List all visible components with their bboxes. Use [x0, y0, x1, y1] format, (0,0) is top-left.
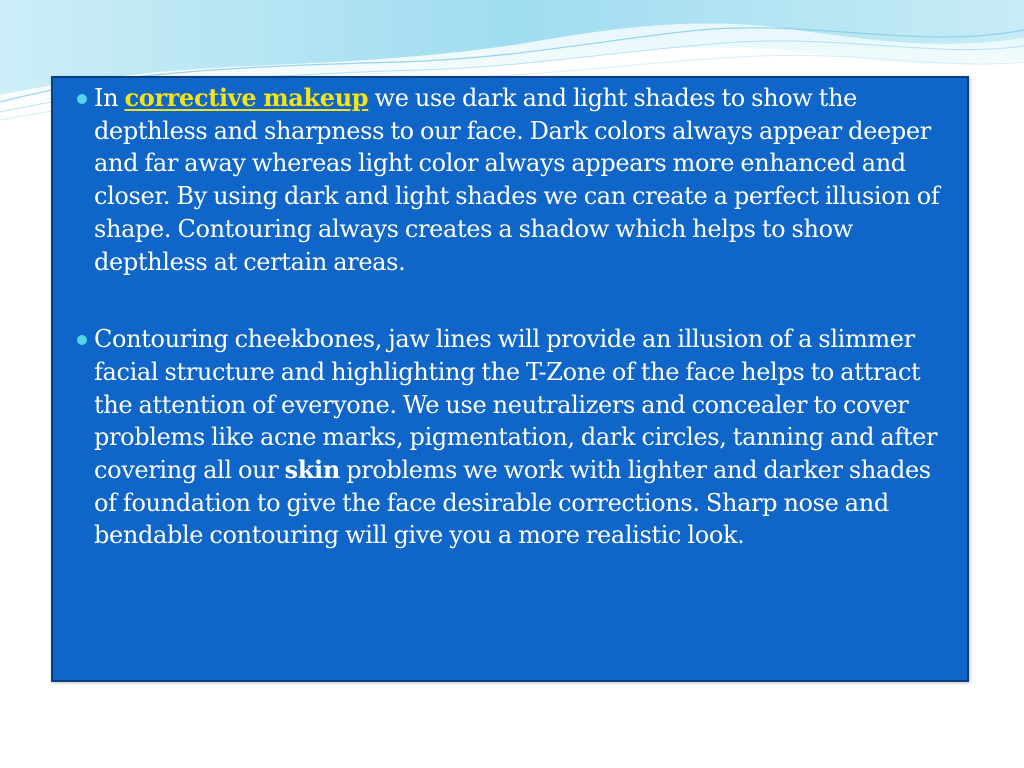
- content-box: [51, 76, 969, 682]
- skin-bold-word: skin: [284, 455, 340, 485]
- bullet-1-text: we use dark and light shades to show the depthless and sharpness to our face. Dark colors always appear deeper and far away whereas light color always appears more enhanced and closer. By using dark and light shades we can create a perfect illusion of shape. Contouring always creates a shadow which helps to show depthless at certain areas.: [94, 84, 940, 276]
- bullet-2-text-after: problems we work with lighter and darker shades of foundation to give the face desirable corrections. Sharp nose and bendable contouring will give you a more realistic look.: [94, 456, 931, 550]
- bullet-item-contouring: [77, 323, 947, 552]
- bullet-item-corrective-makeup: [77, 82, 947, 278]
- circle-bullet-icon: [77, 94, 87, 104]
- bullet-2-text-before: Contouring cheekbones, jaw lines will provide an illusion of a slimmer facial structure and highlighting the T-Zone of the face helps to attract the attention of everyone. We use neutralizers and concealer to cover problems like acne marks, pigmentation, dark circles, tanning and after covering all our: [94, 325, 938, 485]
- circle-bullet-icon: [77, 335, 87, 345]
- corrective-makeup-link[interactable]: corrective makeup: [124, 83, 369, 112]
- bullet-1-prefix: In: [94, 84, 125, 112]
- bullet-list: [77, 82, 947, 552]
